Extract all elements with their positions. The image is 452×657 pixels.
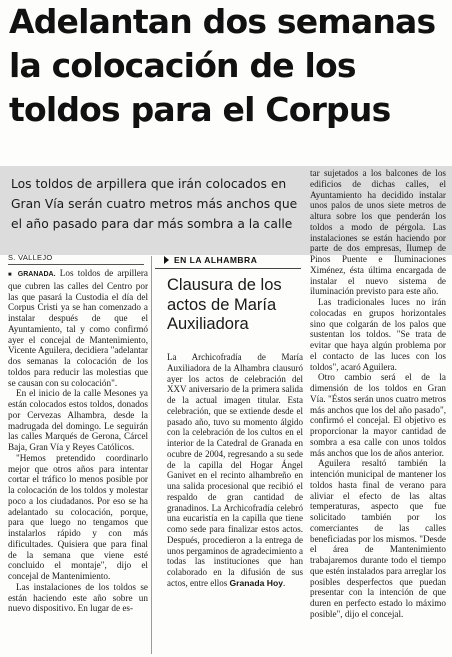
- sidebar-title-line-1: Clausura de los: [167, 276, 282, 294]
- subheadline-line-2: Gran Vía serán cuatro metros más anchos que: [11, 197, 298, 211]
- sidebar-title-line-3: Auxiliadora: [167, 315, 249, 333]
- triangle-icon: [164, 256, 169, 264]
- sidebar-title: [167, 276, 305, 335]
- subheadline-line-1: Los toldos de arpillera que irán colocados en: [11, 177, 287, 191]
- publication-name: Granada Hoy: [229, 577, 283, 588]
- paragraph: Las tradicionales luces no irán colocadas en grupos horizontales sino que colgarán de los palos que sustentan los toldos. "Se trata de evitar que haya algún problema por el contacto de las luces con los toldos", acaró Aguilera.: [310, 297, 446, 372]
- sidebar-title-line-2: actos de María: [167, 295, 277, 314]
- column-divider: [151, 256, 152, 654]
- paragraph: Aguilera resaltó también la intención municipal de mantener los toldos hasta final de verano para aliviar el efecto de las altas temperaturas, aspecto que fue solicitado también por los comerciantes de las calles beneficiadas por los mismos. "Desde el área de Mantenimiento trabajaremos durante todo el tiempo que estén instalados para arreglar los posibles desperfectos que puedan presentar con la intención de que duren en perfecto estado lo máximo posible", dijo el concejal.: [310, 458, 446, 619]
- headline-line-1: Adelantan dos semanas: [9, 2, 436, 41]
- paragraph: Otro cambio será el de la dimensión de los toldos en Gran Vía. "Éstos serán unos cuatro metros más anchos que los del año pasado", confirmó el concejal. El objetivo es proporcionar la mayor cantidad de sombra a esa calle con unos toldos más anchos que los de años anterior.: [310, 372, 446, 458]
- paragraph: tar sujetados a los balcones de los edificios de dichas calles, el Ayuntamiento ha decidido instalar unos palos de unos siete metros de altura sobre los que penderán los toldos a modo de pérgola. Las instalaciones se están haciendo por parte de dos empresas, Ilumep de Pinos Puente e Iluminaciones Ximénez, ésta última encargada de instalar el nuevo sistema de iluminación previsto para este año.: [310, 168, 446, 297]
- headline-line-2: la colocación de los: [9, 46, 356, 85]
- article-column-3: [310, 168, 446, 620]
- subheadline-line-3: el año pasado para dar más sombra a la calle: [11, 217, 293, 231]
- paragraph: La Archicofradía de María Auxiliadora de la Alhambra clausuró ayer los actos de celebración del XXV aniversario de la primera salida de la actual imagen titular. Esta celebración, que se extiende desde el pasado año, tuvo su momento álgido con la celebración de los cultos en el interior de la Catedral de Granada en ocubre de 2004, regresando a su sede de la capilla del Hogar Ángel Ganivet en el recinto alhambreño en una salida procesional que recibió el respaldo de gran cantidad de granadinos. La Archicofradía celebró una eucaristía en la capilla que tiene como sede para finalizar estos actos. Después, procedieron a la entrega de unos pergaminos de agradecimiento a todas las instituciones que han colaborado en la difusión de sus actos, entre ellos Granada Hoy.: [167, 352, 303, 588]
- headline-line-3: toldos para el Corpus: [9, 90, 391, 129]
- headline: [9, 0, 449, 132]
- byline: S. VALLEJO: [8, 253, 53, 262]
- paragraph: Las instalaciones de los toldos se están haciendo este año sobre un nuevo dispositivo. En lugar de es-: [8, 581, 148, 614]
- dateline: GRANADA.: [17, 271, 56, 278]
- sidebar-body: [167, 352, 303, 589]
- section-tag: EN LA ALHAMBRA: [155, 255, 301, 269]
- paragraph: "Hemos pretendido coordinarlo mejor que otros años para intentar cortar el tráfico lo menos posible por la colocación de los toldos y molestar poco a los ciudadanos. Por eso se ha adelantado su colocación, porque, para que luego no tengamos que instalarlos rápido y con más dificultades. Quisiera que para final de la semana que viene esté concluido el montaje", dijo el concejal de Mantenimiento.: [8, 452, 148, 581]
- article-column-1: [8, 268, 148, 614]
- paragraph: ■ GRANADA. Los toldos de arpillera que cubren las calles del Centro por las que pasará la Custodia el día del Corpus Cristi ya se han comenzado a instalar después de que el Ayuntamiento, tal y como confirmó ayer el concejal de Mantenimiento, Vicente Aguilera, decidiera "adelantar dos semanas la colocación de los toldos para reducir las molestias que se causan con su colocación".: [8, 268, 148, 388]
- paragraph: En el inicio de la calle Mesones ya están colocados estos toldos, donados por Cervezas Alhambra, desde la madrugada del domingo. Le seguirán las calles Marqués de Gerona, Cárcel Baja, Gran Vía y Reyes Católicos.: [8, 388, 148, 452]
- byline-divider: [8, 264, 144, 265]
